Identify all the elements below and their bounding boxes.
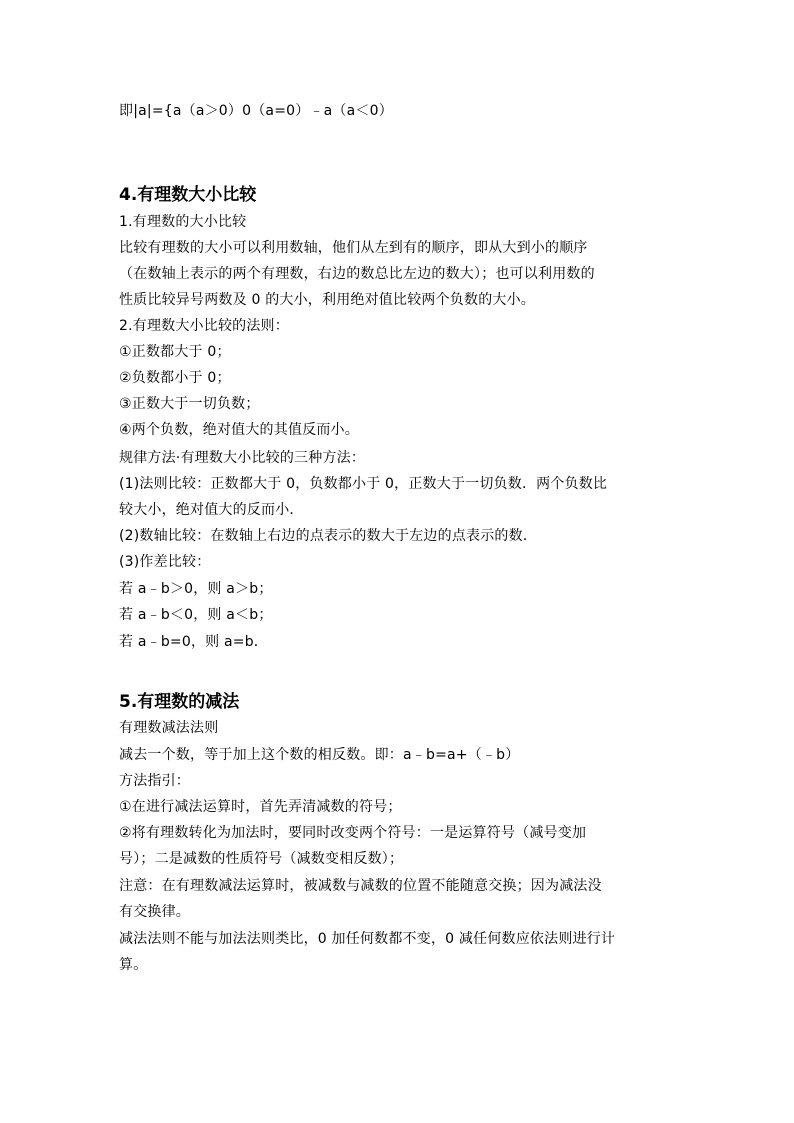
subheading-rules: 2.有理数大小比较的法则： xyxy=(119,318,289,334)
subheading-comparison: 1.有理数的大小比较 xyxy=(119,214,247,230)
method-1-line: 较大小，绝对值大的反而小． xyxy=(119,502,304,518)
guide-item: 号）；二是减数的性质符号（减数变相反数）； xyxy=(119,851,404,867)
guide-title: 方法指引： xyxy=(119,773,190,789)
methods-title: 规律方法·有理数大小比较的三种方法： xyxy=(119,450,366,466)
method-2: (2)数轴比较：在数轴上右边的点表示的数大于左边的点表示的数． xyxy=(119,528,538,544)
subtraction-rule: 减去一个数，等于加上这个数的相反数。即：a﹣b=a+（﹣b） xyxy=(119,747,520,763)
guide-item: ②将有理数转化为加法时，要同时改变两个符号：一是运算符号（减号变加 xyxy=(119,825,587,841)
rule-item: ①正数都大于 0； xyxy=(119,344,231,360)
rule-item: ②负数都小于 0； xyxy=(119,370,231,386)
paragraph-line: 比较有理数的大小可以利用数轴，他们从左到有的顺序，即从大到小的顺序 xyxy=(119,240,588,256)
final-line: 算。 xyxy=(119,957,148,973)
subtraction-rule-title: 有理数减法法则 xyxy=(119,720,219,736)
note-line: 有交换律。 xyxy=(119,904,190,920)
method-3: (3)作差比较： xyxy=(119,554,211,570)
section-5-heading: 5.有理数的减法 xyxy=(119,692,240,712)
rule-item: ④两个负数，绝对值大的其值反而小。 xyxy=(119,422,359,438)
case-line: 若 a﹣b＞0，则 a＞b； xyxy=(119,581,273,597)
paragraph-line: （在数轴上表示的两个有理数，右边的数总比左边的数大）；也可以利用数的 xyxy=(119,266,595,282)
case-line: 若 a﹣b＜0，则 a＜b； xyxy=(119,607,273,623)
note-line: 注意：在有理数减法运算时，被减数与减数的位置不能随意交换；因为减法没 xyxy=(119,878,602,894)
guide-item: ①在进行减法运算时，首先弄清减数的符号； xyxy=(119,799,402,815)
rule-item: ③正数大于一切负数； xyxy=(119,396,260,412)
case-line: 若 a﹣b=0，则 a=b． xyxy=(119,634,268,650)
section-4-heading: 4.有理数大小比较 xyxy=(119,185,257,205)
final-line: 减法法则不能与加法法则类比，0 加任何数都不变，0 减任何数应依法则进行计 xyxy=(119,931,616,947)
paragraph-line: 性质比较异号两数及 0 的大小，利用绝对值比较两个负数的大小。 xyxy=(119,292,536,308)
method-1-line: (1)法则比较：正数都大于 0，负数都小于 0，正数大于一切负数．两个负数比 xyxy=(119,476,608,492)
absolute-value-formula: 即|a|={a（a＞0）0（a=0）﹣a（a＜0） xyxy=(119,103,393,119)
